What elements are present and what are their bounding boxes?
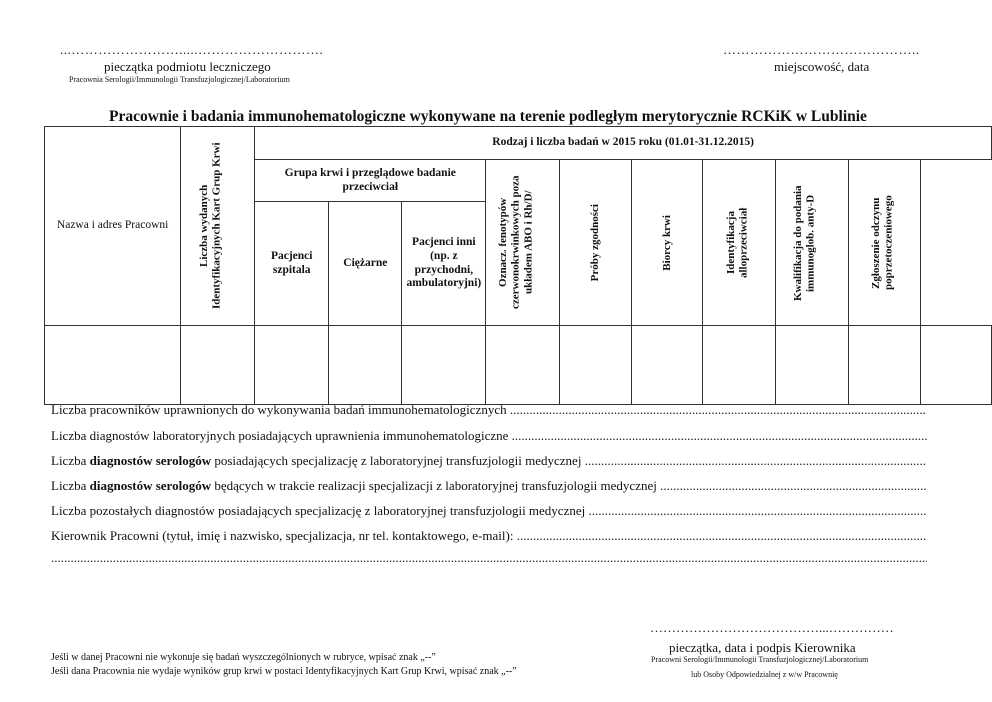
transfusion-reaction-header: Zgłoszenie odczynu poprzetoczeniowego — [848, 160, 920, 326]
main-header: Rodzaj i liczba badań w 2015 roku (01.01-31.12.2015) — [255, 127, 992, 160]
input-cell-phenotypes[interactable] — [486, 326, 560, 405]
compatibility-header: Próby zgodności — [559, 160, 631, 326]
line-label: będących w trakcie realizacji specjalizacji z laboratoryjnej transfuzjologii medycznej — [211, 478, 657, 493]
anti-d-header: Kwalifikacja do podania immunoglob. anty-D — [775, 160, 848, 326]
stamp-label: pieczątka podmiotu leczniczego — [104, 59, 271, 74]
footnote-1: Jeśli w danej Pracowni nie wykonuje się badań wyszczególnionych w rubryce, wpisać znak „--” — [51, 652, 436, 663]
signature-label: pieczątka, data i podpis Kierownika — [669, 640, 856, 655]
stamp-dots: ...…………………….....………………………. — [60, 42, 324, 57]
input-cell-name[interactable] — [45, 326, 181, 405]
input-cell-alloantibody[interactable] — [703, 326, 775, 405]
document-title: Pracownie i badania immunohematologiczne wykonywane na terenie podległym merytorycznie RCKiK w Lublinie — [109, 108, 867, 125]
input-cell-recipients[interactable] — [631, 326, 703, 405]
input-cell-compatibility[interactable] — [559, 326, 631, 405]
line-other-diagnosticians[interactable] — [51, 503, 927, 519]
line-label: Liczba — [51, 478, 90, 493]
signature-sublabel-2: lub Osoby Odpowiedzialnej z w/w Pracownię — [691, 670, 838, 679]
place-date-label: miejscowość, data — [774, 59, 870, 74]
input-cell-cards[interactable] — [181, 326, 255, 405]
signature-sublabel-1: Pracowni Serologii/Immunologii Transfuzjologicznej/Laboratorium — [651, 655, 869, 664]
cards-issued-header: Liczba wydanych Identyfikacyjnych Kart Grup Krwi — [181, 127, 255, 326]
recipients-header: Biorcy krwi — [631, 160, 703, 326]
line-serologists-in-training[interactable] — [51, 478, 927, 494]
name-address-header: Nazwa i adres Pracowni — [45, 127, 181, 326]
signature-dots: …………………………………...…………… — [650, 620, 894, 635]
hospital-patients-header: Pacjenci szpitala — [255, 202, 329, 326]
line-label: Liczba pozostałych diagnostów posiadających specjalizację z laboratoryjnej transfuzjologii medycznej — [51, 503, 586, 518]
pregnant-header: Ciężarne — [329, 202, 402, 326]
line-label: posiadających specjalizację z laboratoryjnej transfuzjologii medycznej — [211, 453, 582, 468]
line-lab-manager[interactable] — [51, 528, 927, 544]
blood-group-header: Grupa krwi i przeglądowe badanie przeciwciał — [255, 160, 486, 202]
line-label: Liczba diagnostów laboratoryjnych posiadających uprawnienia immunohematologiczne — [51, 428, 509, 443]
alloantibody-header: Identyfikacja alloprzeciwciał — [703, 160, 775, 326]
input-cell-other[interactable] — [402, 326, 486, 405]
other-patients-header: Pacjenci inni (np. z przychodni, ambulatoryjni) — [402, 202, 486, 326]
input-cell-anti-d[interactable] — [775, 326, 848, 405]
input-cell-extra[interactable] — [921, 326, 992, 405]
line-label-bold: diagnostów serologów — [89, 453, 212, 468]
exam-table — [44, 126, 992, 405]
footnote-2: Jeśli dana Pracownia nie wydaje wyników grup krwi w postaci Identyfikacyjnych Kart Grup Krwi, wpisać znak „--” — [51, 666, 517, 677]
input-cell-hospital[interactable] — [255, 326, 329, 405]
place-date-dots: …………………………………….. — [723, 42, 920, 57]
line-authorized-workers[interactable] — [51, 402, 927, 418]
line-label: Liczba pracowników uprawnionych do wykonywania badań immunohematologicznych — [51, 402, 507, 417]
line-label: Liczba — [51, 453, 90, 468]
line-label: Kierownik Pracowni (tytuł, imię i nazwisko, specjalizacja, nr tel. kontaktowego, e-mail): — [51, 528, 514, 543]
phenotypes-header: Oznacz. fenotypów czerwonokrwinkowych poza układem ABO i Rh/D/ — [486, 160, 560, 326]
input-cell-reaction[interactable] — [848, 326, 920, 405]
line-label-bold: diagnostów serologów — [89, 478, 212, 493]
line-lab-diagnosticians[interactable] — [51, 428, 927, 444]
input-cell-pregnant[interactable] — [329, 326, 402, 405]
line-continuation[interactable] — [51, 550, 927, 566]
stamp-sublabel: Pracownia Serologii/Immunologii Transfuzjologicznej/Laboratorium — [69, 75, 290, 84]
line-serologists-specialized[interactable] — [51, 453, 927, 469]
